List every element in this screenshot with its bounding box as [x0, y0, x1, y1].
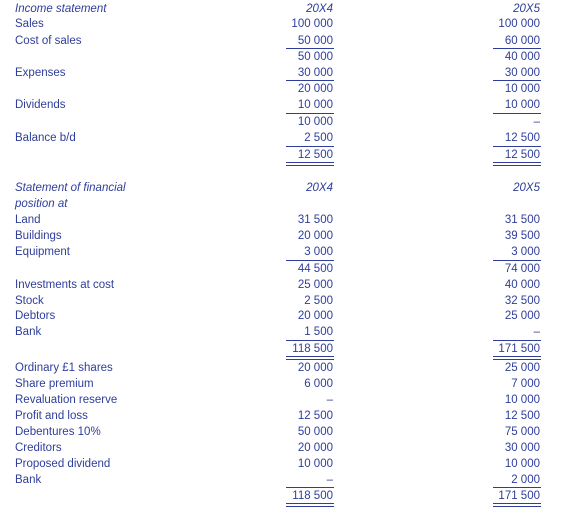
value-20x5: 12 500 [504, 132, 540, 144]
sofp-title-line2: position at [15, 198, 68, 210]
total-double-rule [493, 503, 541, 507]
row-label: Profit and loss [15, 410, 88, 422]
value-20x5: – [533, 116, 540, 128]
value-20x5: 100 000 [498, 18, 540, 30]
row-label: Debtors [15, 310, 56, 322]
row-label: Bank [15, 474, 42, 486]
value-20x4: 118 500 [292, 490, 333, 502]
total-double-rule [286, 162, 334, 166]
value-20x5: 7 000 [511, 378, 540, 390]
row-label: Balance b/d [15, 132, 76, 144]
subtotal-rule [286, 48, 334, 49]
subtotal-rule [286, 146, 334, 147]
row-label: Dividends [15, 99, 66, 111]
value-20x5: 10 000 [504, 394, 540, 406]
value-20x5: 12 500 [504, 149, 540, 161]
value-20x4: 12 500 [297, 410, 333, 422]
value-20x4: 12 500 [297, 149, 333, 161]
row-label: Revaluation reserve [15, 394, 118, 406]
row-label: Share premium [15, 378, 94, 390]
total-double-rule [286, 356, 334, 360]
value-20x4: 31 500 [297, 214, 333, 226]
subtotal-rule [286, 487, 334, 488]
value-20x4: 20 000 [297, 310, 333, 322]
subtotal-rule [286, 113, 334, 114]
value-20x4: 118 500 [292, 343, 333, 355]
row-label: Creditors [15, 442, 62, 454]
subtotal-rule [493, 260, 541, 261]
value-20x5: 10 000 [504, 458, 540, 470]
value-20x5: 25 000 [504, 362, 540, 374]
value-20x4: 3 000 [304, 246, 333, 258]
value-20x4: 20 000 [297, 230, 333, 242]
subtotal-rule [493, 146, 541, 147]
subtotal-rule [286, 340, 334, 341]
subtotal-rule [493, 80, 541, 81]
value-20x4: 20 000 [297, 83, 333, 95]
value-20x4: 30 000 [297, 67, 333, 79]
value-20x4: 50 000 [297, 426, 333, 438]
value-20x4: 10 000 [297, 116, 333, 128]
subtotal-rule [493, 113, 541, 114]
value-20x4: 2 500 [304, 295, 333, 307]
row-label: Proposed dividend [15, 458, 111, 470]
value-20x4: 10 000 [297, 458, 333, 470]
row-label: Cost of sales [15, 35, 82, 47]
row-label: Equipment [15, 246, 70, 258]
value-20x4: – [326, 474, 333, 486]
income-statement-title: Income statement [15, 3, 107, 15]
row-label: Land [15, 214, 41, 226]
value-20x4: 20 000 [297, 362, 333, 374]
row-label: Expenses [15, 67, 66, 79]
value-20x5: 10 000 [504, 99, 540, 111]
row-label: Buildings [15, 230, 62, 242]
value-20x4: 20 000 [297, 442, 333, 454]
value-20x5: 171 500 [498, 490, 540, 502]
sofp-col-20x5: 20X5 [513, 182, 540, 194]
value-20x4: 6 000 [304, 378, 333, 390]
row-label: Bank [15, 326, 42, 338]
row-label: Stock [15, 295, 44, 307]
total-double-rule [286, 503, 334, 507]
value-20x5: 30 000 [504, 442, 540, 454]
value-20x4: 25 000 [297, 279, 333, 291]
value-20x4: 10 000 [297, 99, 333, 111]
value-20x5: 25 000 [504, 310, 540, 322]
value-20x5: 40 000 [504, 51, 540, 63]
value-20x5: 3 000 [511, 246, 540, 258]
subtotal-rule [493, 340, 541, 341]
value-20x5: 74 000 [504, 263, 540, 275]
value-20x4: 44 500 [297, 263, 333, 275]
value-20x5: 12 500 [504, 410, 540, 422]
value-20x5: 75 000 [504, 426, 540, 438]
income-col-20x4: 20X4 [306, 3, 333, 15]
value-20x5: 2 000 [511, 474, 540, 486]
income-col-20x5: 20X5 [513, 3, 540, 15]
sofp-title-line1: Statement of financial [15, 182, 126, 194]
row-label: Ordinary £1 shares [15, 362, 113, 374]
value-20x4: – [326, 394, 333, 406]
value-20x5: 30 000 [504, 67, 540, 79]
row-label: Investments at cost [15, 279, 115, 291]
row-label: Debentures 10% [15, 426, 101, 438]
value-20x5: 31 500 [504, 214, 540, 226]
total-double-rule [493, 356, 541, 360]
value-20x5: 39 500 [504, 230, 540, 242]
value-20x5: – [533, 326, 540, 338]
value-20x5: 32 500 [504, 295, 540, 307]
value-20x4: 2 500 [304, 132, 333, 144]
value-20x5: 10 000 [504, 83, 540, 95]
total-double-rule [493, 162, 541, 166]
subtotal-rule [493, 487, 541, 488]
value-20x4: 50 000 [297, 51, 333, 63]
subtotal-rule [286, 260, 334, 261]
value-20x5: 171 500 [498, 343, 540, 355]
row-label: Sales [15, 18, 44, 30]
value-20x4: 1 500 [304, 326, 333, 338]
subtotal-rule [286, 80, 334, 81]
sofp-col-20x4: 20X4 [306, 182, 333, 194]
value-20x4: 50 000 [297, 35, 333, 47]
value-20x5: 40 000 [504, 279, 540, 291]
value-20x5: 60 000 [504, 35, 540, 47]
value-20x4: 100 000 [291, 18, 333, 30]
subtotal-rule [493, 48, 541, 49]
